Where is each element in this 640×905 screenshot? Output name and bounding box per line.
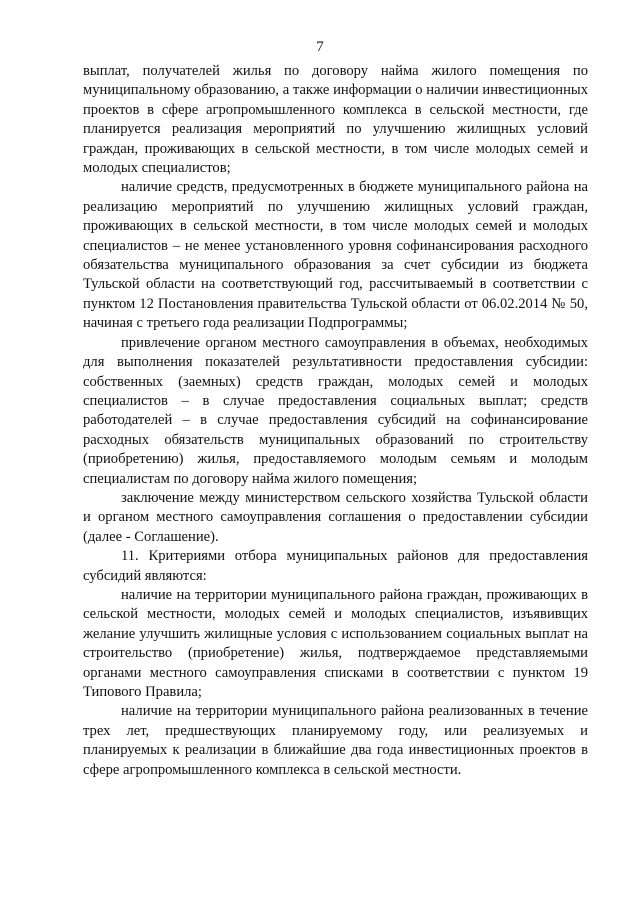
page-number: 7	[316, 39, 324, 55]
paragraph-5: 11. Критериями отбора муниципальных районов для предоставления субсидий являются:	[83, 548, 588, 584]
paragraph-2: наличие средств, предусмотренных в бюджете муниципального района на реализацию мероприятий по улучшению жилищных условий граждан, проживающих в сельской местности, в том числе молодых семей и молодых специалистов – не менее установленного уровня софинансирования расходного обязательства муниципального образования за счет субсидии из бюджета Тульской области на соответствующий год, рассчитываемый в соответствии с пунктом 12 Постановления правительства Тульской области от 06.02.2014 № 50, начиная с третьего года реализации Подпрограммы;	[83, 179, 588, 332]
paragraph-6: наличие на территории муниципального района граждан, проживающих в сельской местности, молодых семей и молодых специалистов, изъявивщих желание улучшить жилищные условия с использованием социальных выплат на строительство (приобретение) жилья, подтверждаемое представляемыми органами местного самоуправления списками в соответствии с пунктом 19 Типового Правила;	[83, 586, 588, 700]
paragraph-1: выплат, получателей жилья по договору найма жилого помещения по муниципальному образованию, а также информации о наличии инвестиционных проектов в сфере агропромышленного комплекса в сельской местности, где планируется реализация мероприятий по улучшению жилищных условий граждан, проживающих в сельской местности, в том числе молодых семей и молодых специалистов;	[83, 63, 588, 177]
paragraph-7: наличие на территории муниципального района реализованных в течение трех лет, предшествующих планируемому году, или реализуемых и планируемых к реализации в ближайшие два года инвестиционных проектов в сфере агропромышленного комплекса в сельской местности.	[83, 703, 588, 778]
paragraph-3: привлечение органом местного самоуправления в объемах, необходимых для выполнения показателей результативности предоставления субсидии: собственных (заемных) средств граждан, молодых семей и молодых специалистов – в случае предоставления социальных выплат; средств работодателей – в случае предоставления субсидий на софинансирование расходных обязательств муниципальных образований по строительству (приобретению) жилья, предоставляемого молодым семьям и молодым специалистам по договору найма жилого помещения;	[83, 334, 588, 487]
document-body	[83, 62, 588, 780]
paragraph-4: заключение между министерством сельского хозяйства Тульской области и органом местного самоуправления соглашения о предоставлении субсидии (далее - Соглашение).	[83, 489, 588, 545]
